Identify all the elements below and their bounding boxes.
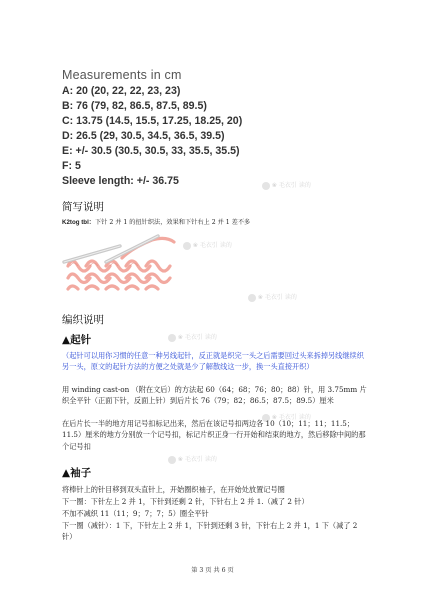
measurement-line: Sleeve length: +/- 36.75: [62, 175, 179, 187]
watermark-logo-icon: [183, 242, 191, 250]
k2tog-definition: [62, 217, 250, 226]
measurement-line: B: 76 (79, 82, 86.5, 87.5, 89.5): [62, 100, 207, 112]
measurements-block: [62, 68, 242, 189]
sleeve-line: 将棒针上的针目移到双头直针上，开始圈织袖子，在开始处放置记号圈: [62, 485, 285, 494]
watermark: ❀ 毛衣引 读的: [168, 454, 217, 464]
sleeve-line: 下一圈：下针左上 2 并 1，下针到还剩 2 针，下针右上 2 并 1.（减了 2 针）: [62, 497, 309, 506]
watermark-logo-icon: [248, 294, 256, 302]
measurement-line: C: 13.75 (14.5, 15.5, 17.25, 18.25, 20): [62, 115, 243, 127]
measurements-title: Measurements in cm: [62, 68, 182, 82]
k2tog-label: K2tog tbl：: [62, 219, 95, 226]
measurement-line: D: 26.5 (29, 30.5, 34.5, 36.5, 39.5): [62, 130, 225, 142]
watermark: ❀ 毛衣引 读的: [262, 412, 311, 422]
knitting-heading: 编织说明: [62, 314, 104, 326]
cast-on-heading: ▲起针: [62, 334, 92, 346]
cast-on-note: （起针可以用你习惯的任意一种另线起针，反正就是织完一头之后需要回过头来拆掉另线继续织另一头，原文的起针方法的方便之处就是少了解散线这一步，换一头直接开织）: [62, 351, 364, 372]
sleeve-line: 不加不减织 11（11；9；7；7；5）圈全平针: [62, 509, 209, 518]
measurement-line: F: 5: [62, 160, 81, 172]
brief-heading: 简写说明: [62, 201, 104, 213]
watermark-logo-icon: [262, 182, 270, 190]
sleeve-line: 下一圈（减针）：1 下，下针左上 2 并 1，下针到还剩 3 针，下针右上 2 并 1，1 下（减了 2 针）: [62, 521, 358, 542]
cast-on-body: 用 winding cast-on （附在文后）的方法起 60（64；68；76；80；88）针，用 3.75mm 片织全平针（正面下针，反面上针）到后片长 76（79；82；86.5；87.5；89.5）厘米: [62, 385, 367, 406]
page-footer: 第 3 页 共 6 页: [191, 567, 234, 574]
watermark: ❀ 毛衣引 读的: [168, 332, 217, 342]
watermark: ❀ 毛衣引 读的: [183, 240, 232, 250]
measurement-line: A: 20 (20, 22, 22, 23, 23): [62, 85, 181, 97]
sleeve-heading: ▲袖子: [62, 467, 92, 479]
watermark: ❀ 毛衣引 读的: [248, 292, 297, 302]
measurement-line: E: +/- 30.5 (30.5, 30.5, 33, 35.5, 35.5): [62, 145, 240, 157]
cast-on-marker-body: 在后片长一半的地方用记号扣标记出来，然后在该记号扣两边各 10（10；11；11；11.5；11.5）厘米的地方分别放一个记号扣，标记片织正身一行开始和结束的地方，然后移除中间的那个记号扣: [62, 419, 366, 451]
watermark-logo-icon: [168, 334, 176, 342]
watermark: ❀ 毛衣引 读的: [262, 180, 311, 190]
k2tog-text: 下针 2 并 1 的扭针织法，效果和下针右上 2 并 1 差不多: [95, 219, 251, 226]
watermark-logo-icon: [168, 456, 176, 464]
k2tog-illustration: [62, 232, 180, 294]
